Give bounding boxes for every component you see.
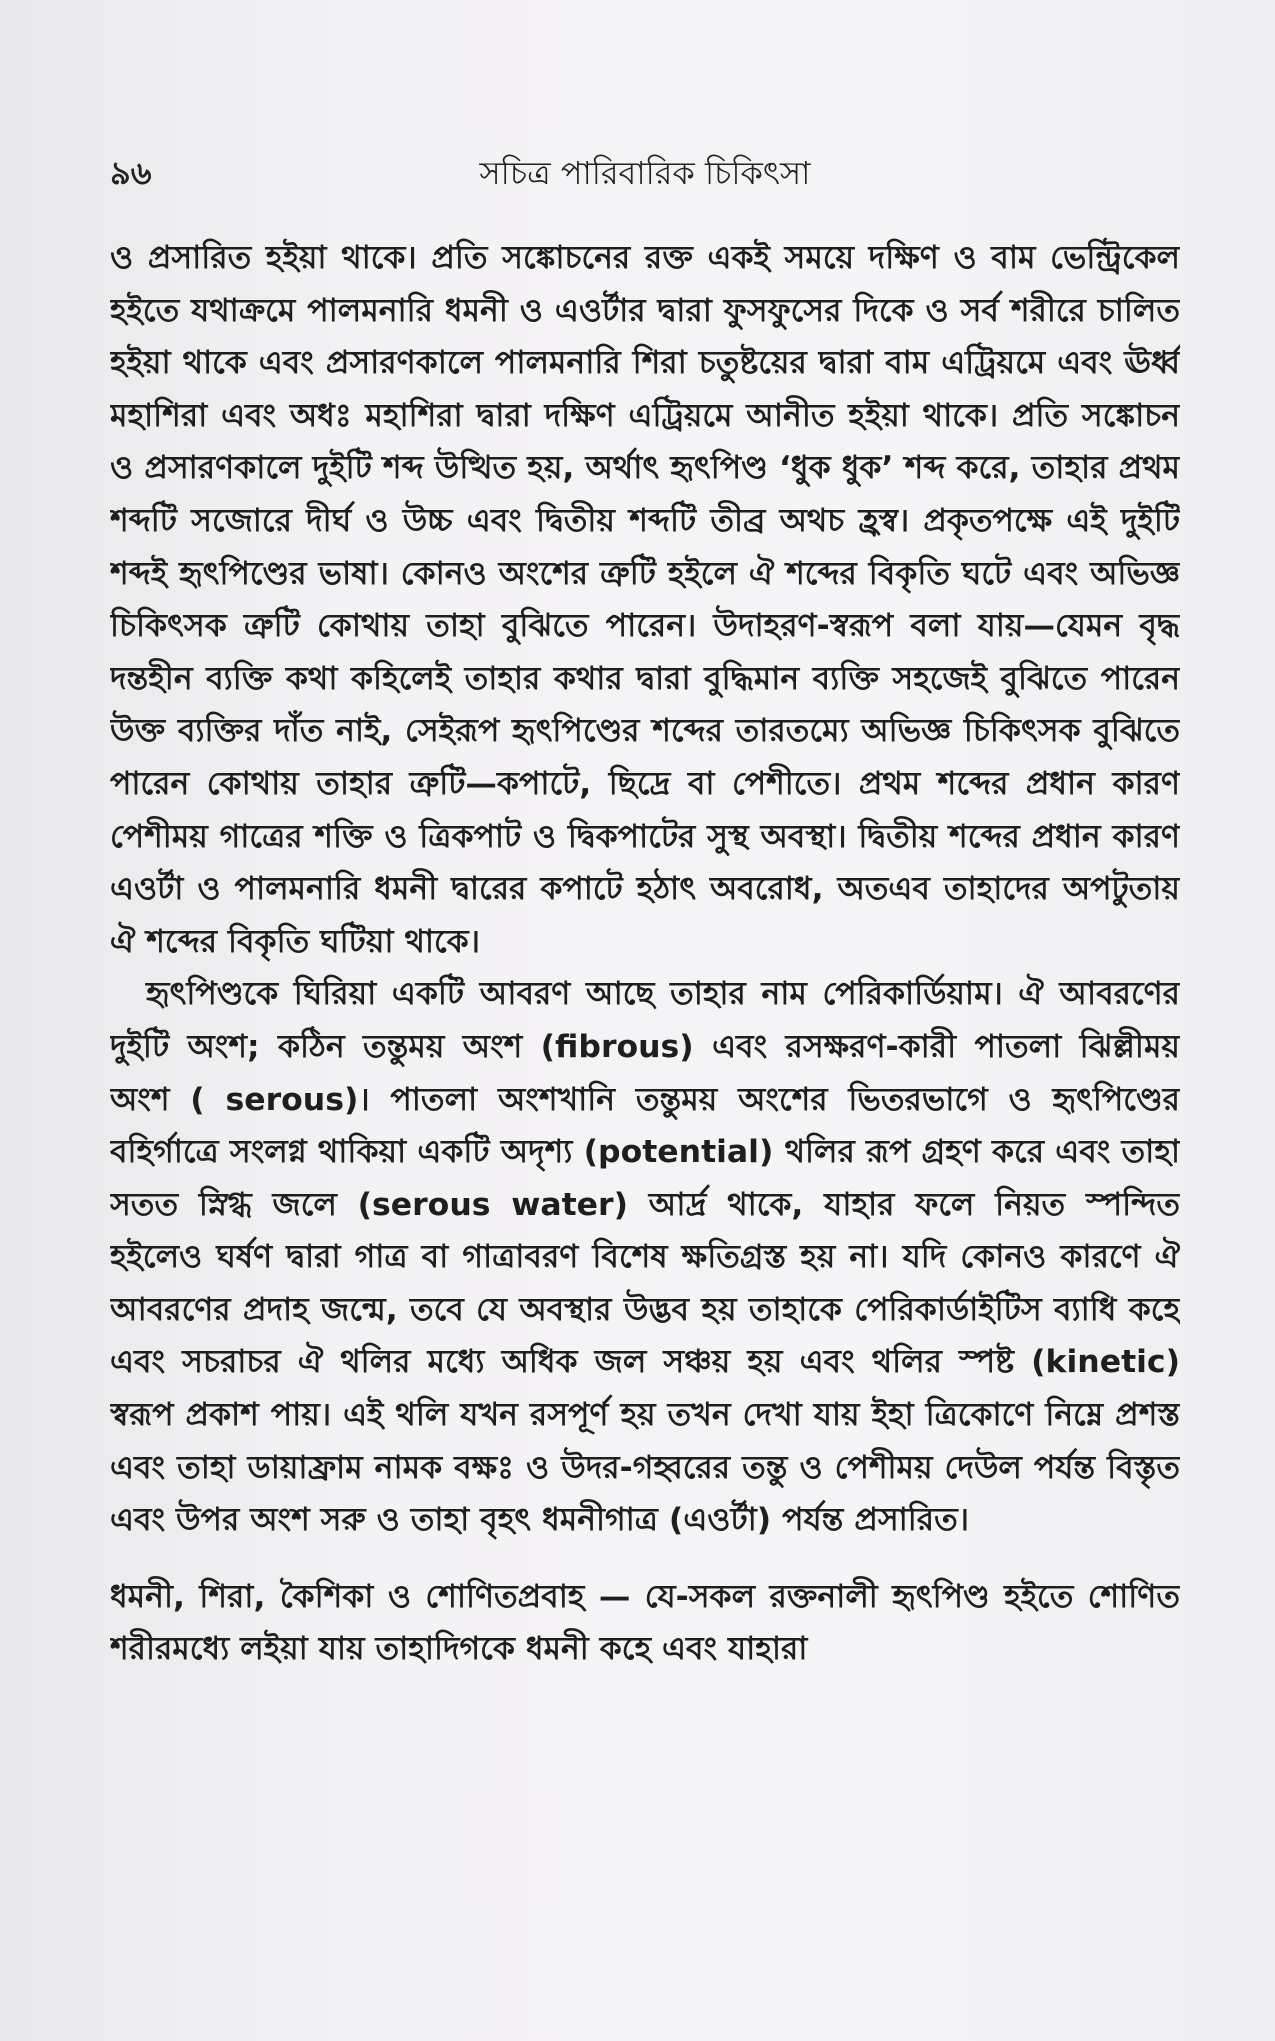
section-text: — যে-সকল রক্তনালী হৃৎপিণ্ড হইতে শোণিত শরীরমধ্যে লইয়া যায় তাহাদিগকে ধমনী কহে এবং যাহারা [110, 1578, 1180, 1668]
paragraph-blood-vessels [110, 1571, 1180, 1676]
section-heading: ধমনী, শিরা, কৈশিকা ও শোণিতপ্রবাহ [110, 1578, 585, 1615]
paragraph-heart-sounds: ও প্রসারিত হইয়া থাকে। প্রতি সঙ্কোচনের রক্ত একই সময়ে দক্ষিণ ও বাম ভেন্ট্রিকেল হইতে যথাক্রমে পালমনারি ধমনী ও এওর্টার দ্বারা ফুসফুসের দিকে ও সর্ব শরীরে চালিত হইয়া থাকে এবং প্রসারণকালে পালমনারি শিরা চতুষ্টয়ের দ্বারা বাম এট্রিয়মে এবং ঊর্ধ্ব মহাশিরা এবং অধঃ মহাশিরা দ্বারা দক্ষিণ এট্রিয়মে আনীত হইয়া থাকে। প্রতি সঙ্কোচন ও প্রসারণকালে দুইটি শব্দ উত্থিত হয়, অর্থাৎ হৃৎপিণ্ড ‘ধুক ধুক’ শব্দ করে, তাহার প্রথম শব্দটি সজোরে দীর্ঘ ও উচ্চ এবং দ্বিতীয় শব্দটি তীব্র অথচ হ্রস্ব। প্রকৃতপক্ষে এই দুইটি শব্দই হৃৎপিণ্ডের ভাষা। কোনও অংশের ত্রুটি হইলে ঐ শব্দের বিকৃতি ঘটে এবং অভিজ্ঞ চিকিৎসক ত্রুটি কোথায় তাহা বুঝিতে পারেন। উদাহরণ-স্বরূপ বলা যায়—যেমন বৃদ্ধ দন্তহীন ব্যক্তি কথা কহিলেই তাহার কথার দ্বারা বুদ্ধিমান ব্যক্তি সহজেই বুঝিতে পারেন উক্ত ব্যক্তির দাঁত নাই, সেইরূপ হৃৎপিণ্ডের শব্দের তারতম্যে অভিজ্ঞ চিকিৎসক বুঝিতে পারেন কোথায় তাহার ত্রুটি—কপাটে, ছিদ্রে বা পেশীতে। প্রথম শব্দের প্রধান কারণ পেশীময় গাত্রের শক্তি ও ত্রিকপাট ও দ্বিকপাটের সুস্থ অবস্থা। দ্বিতীয় শব্দের প্রধান কারণ এওর্টা ও পালমনারি ধমনী দ্বারের কপাটে হঠাৎ অবরোধ, অতএব তাহাদের অপটুতায় ঐ শব্দের বিকৃতি ঘটিয়া থাকে। [110, 240, 1180, 960]
page-header [110, 148, 1180, 198]
paragraph-pericardium: হৃৎপিণ্ডকে ঘিরিয়া একটি আবরণ আছে তাহার নাম পেরিকার্ডিয়াম। ঐ আবরণের দুইটি অংশ; কঠিন তন্তুময় অংশ (fibrous) এবং রসক্ষরণ-কারী পাতলা ঝিল্লীময় অংশ ( serous)। পাতলা অংশখানি তন্তুময় অংশের ভিতরভাগে ও হৃৎপিণ্ডের বহির্গাত্রে সংলগ্ন থাকিয়া একটি অদৃশ্য (potential) থলির রূপ গ্রহণ করে এবং তাহা সতত স্নিগ্ধ জলে (serous water) আর্দ্র থাকে, যাহার ফলে নিয়ত স্পন্দিত হইলেও ঘর্ষণ দ্বারা গাত্র বা গাত্রাবরণ বিশেষ ক্ষতিগ্রস্ত হয় না। যদি কোনও কারণে ঐ আবরণের প্রদাহ জন্মে, তবে যে অবস্থার উদ্ভব হয় তাহাকে পেরিকার্ডাইটিস ব্যাধি কহে এবং সচরাচর ঐ থলির মধ্যে অধিক জল সঞ্চয় হয় এবং থলির স্পষ্ট (kinetic) স্বরূপ প্রকাশ পায়। এই থলি যখন রসপূর্ণ হয় তখন দেখা যায় ইহা ত্রিকোণে নিম্নে প্রশস্ত এবং তাহা ডায়াফ্রাম নামক বক্ষঃ ও উদর-গহ্বরের তন্তু ও পেশীময় দেউল পর্যন্ত বিস্তৃত এবং উপর অংশ সরু ও তাহা বৃহৎ ধমনীগাত্র (এওর্টা) পর্যন্ত প্রসারিত। [110, 976, 1180, 1539]
page-number: ৯৬ [110, 154, 152, 192]
body-text [110, 232, 1180, 1912]
running-title: সচিত্র পারিবারিক চিকিৎসা [479, 154, 811, 192]
